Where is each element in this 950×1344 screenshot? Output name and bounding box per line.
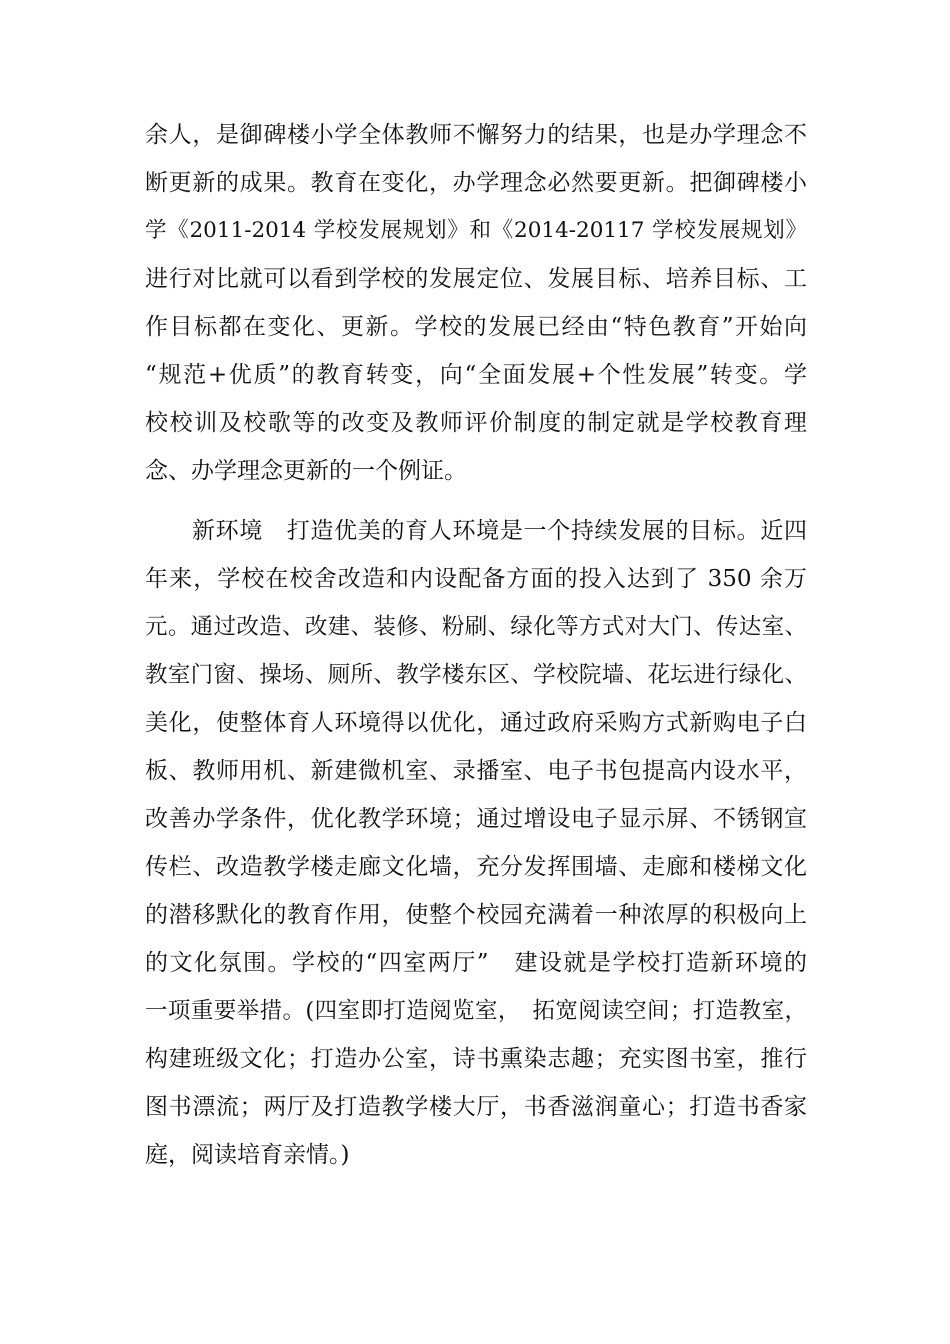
text-line: 庭，阅读培育亲情。)	[145, 1142, 350, 1168]
text-line: 余人，是御碑楼小学全体教师不懈努力的结果，也是办学理念不	[145, 122, 807, 148]
text-line: 的潜移默化的教育作用，使整个校园充满着一种浓厚的积极向上	[145, 902, 807, 928]
text-line: 图书漂流；两厅及打造教学楼大厅，书香滋润童心；打造书香家	[145, 1094, 807, 1120]
text-line: 年来，学校在校舍改造和内设配备方面的投入达到了 350 余万	[145, 566, 807, 592]
text-line: 念、办学理念更新的一个例证。	[145, 458, 467, 484]
text-line: 校校训及校歌等的改变及教师评价制度的制定就是学校教育理	[145, 410, 807, 436]
text-line: “规范+优质”的教育转变，向“全面发展+个性发展”转变。学	[145, 362, 807, 388]
text-line: 美化，使整体育人环境得以优化，通过政府采购方式新购电子白	[145, 710, 807, 736]
text-line: 元。通过改造、改建、装修、粉刷、绿化等方式对大门、传达室、	[145, 614, 807, 640]
text-line: 学《2011-2014 学校发展规划》和《2014-20117 学校发展规划》	[145, 218, 807, 243]
text-line: 板、教师用机、新建微机室、录播室、电子书包提高内设水平，	[145, 758, 807, 784]
text-line: 的文化氛围。学校的“四室两厅” 建设就是学校打造新环境的	[145, 950, 807, 976]
text-line: 教室门窗、操场、厕所、教学楼东区、学校院墙、花坛进行绿化、	[145, 662, 807, 688]
text-line: 作目标都在变化、更新。学校的发展已经由“特色教育”开始向	[145, 314, 807, 340]
text-line: 一项重要举措。(四室即打造阅览室， 拓宽阅读空间；打造教室，	[145, 998, 807, 1024]
paragraph-achievements	[145, 111, 807, 495]
text-line: 改善办学条件，优化教学环境；通过增设电子显示屏、不锈钢宣	[145, 806, 807, 832]
text-line: 构建班级文化；打造办公室，诗书熏染志趣；充实图书室，推行	[145, 1046, 807, 1072]
paragraph-new-environment	[145, 507, 807, 1179]
text-line: 新环境 打造优美的育人环境是一个持续发展的目标。近四	[192, 518, 807, 544]
text-line: 进行对比就可以看到学校的发展定位、发展目标、培养目标、工	[145, 266, 807, 292]
text-line: 传栏、改造教学楼走廊文化墙，充分发挥围墙、走廊和楼梯文化	[145, 854, 807, 880]
text-line: 断更新的成果。教育在变化，办学理念必然要更新。把御碑楼小	[145, 170, 807, 196]
